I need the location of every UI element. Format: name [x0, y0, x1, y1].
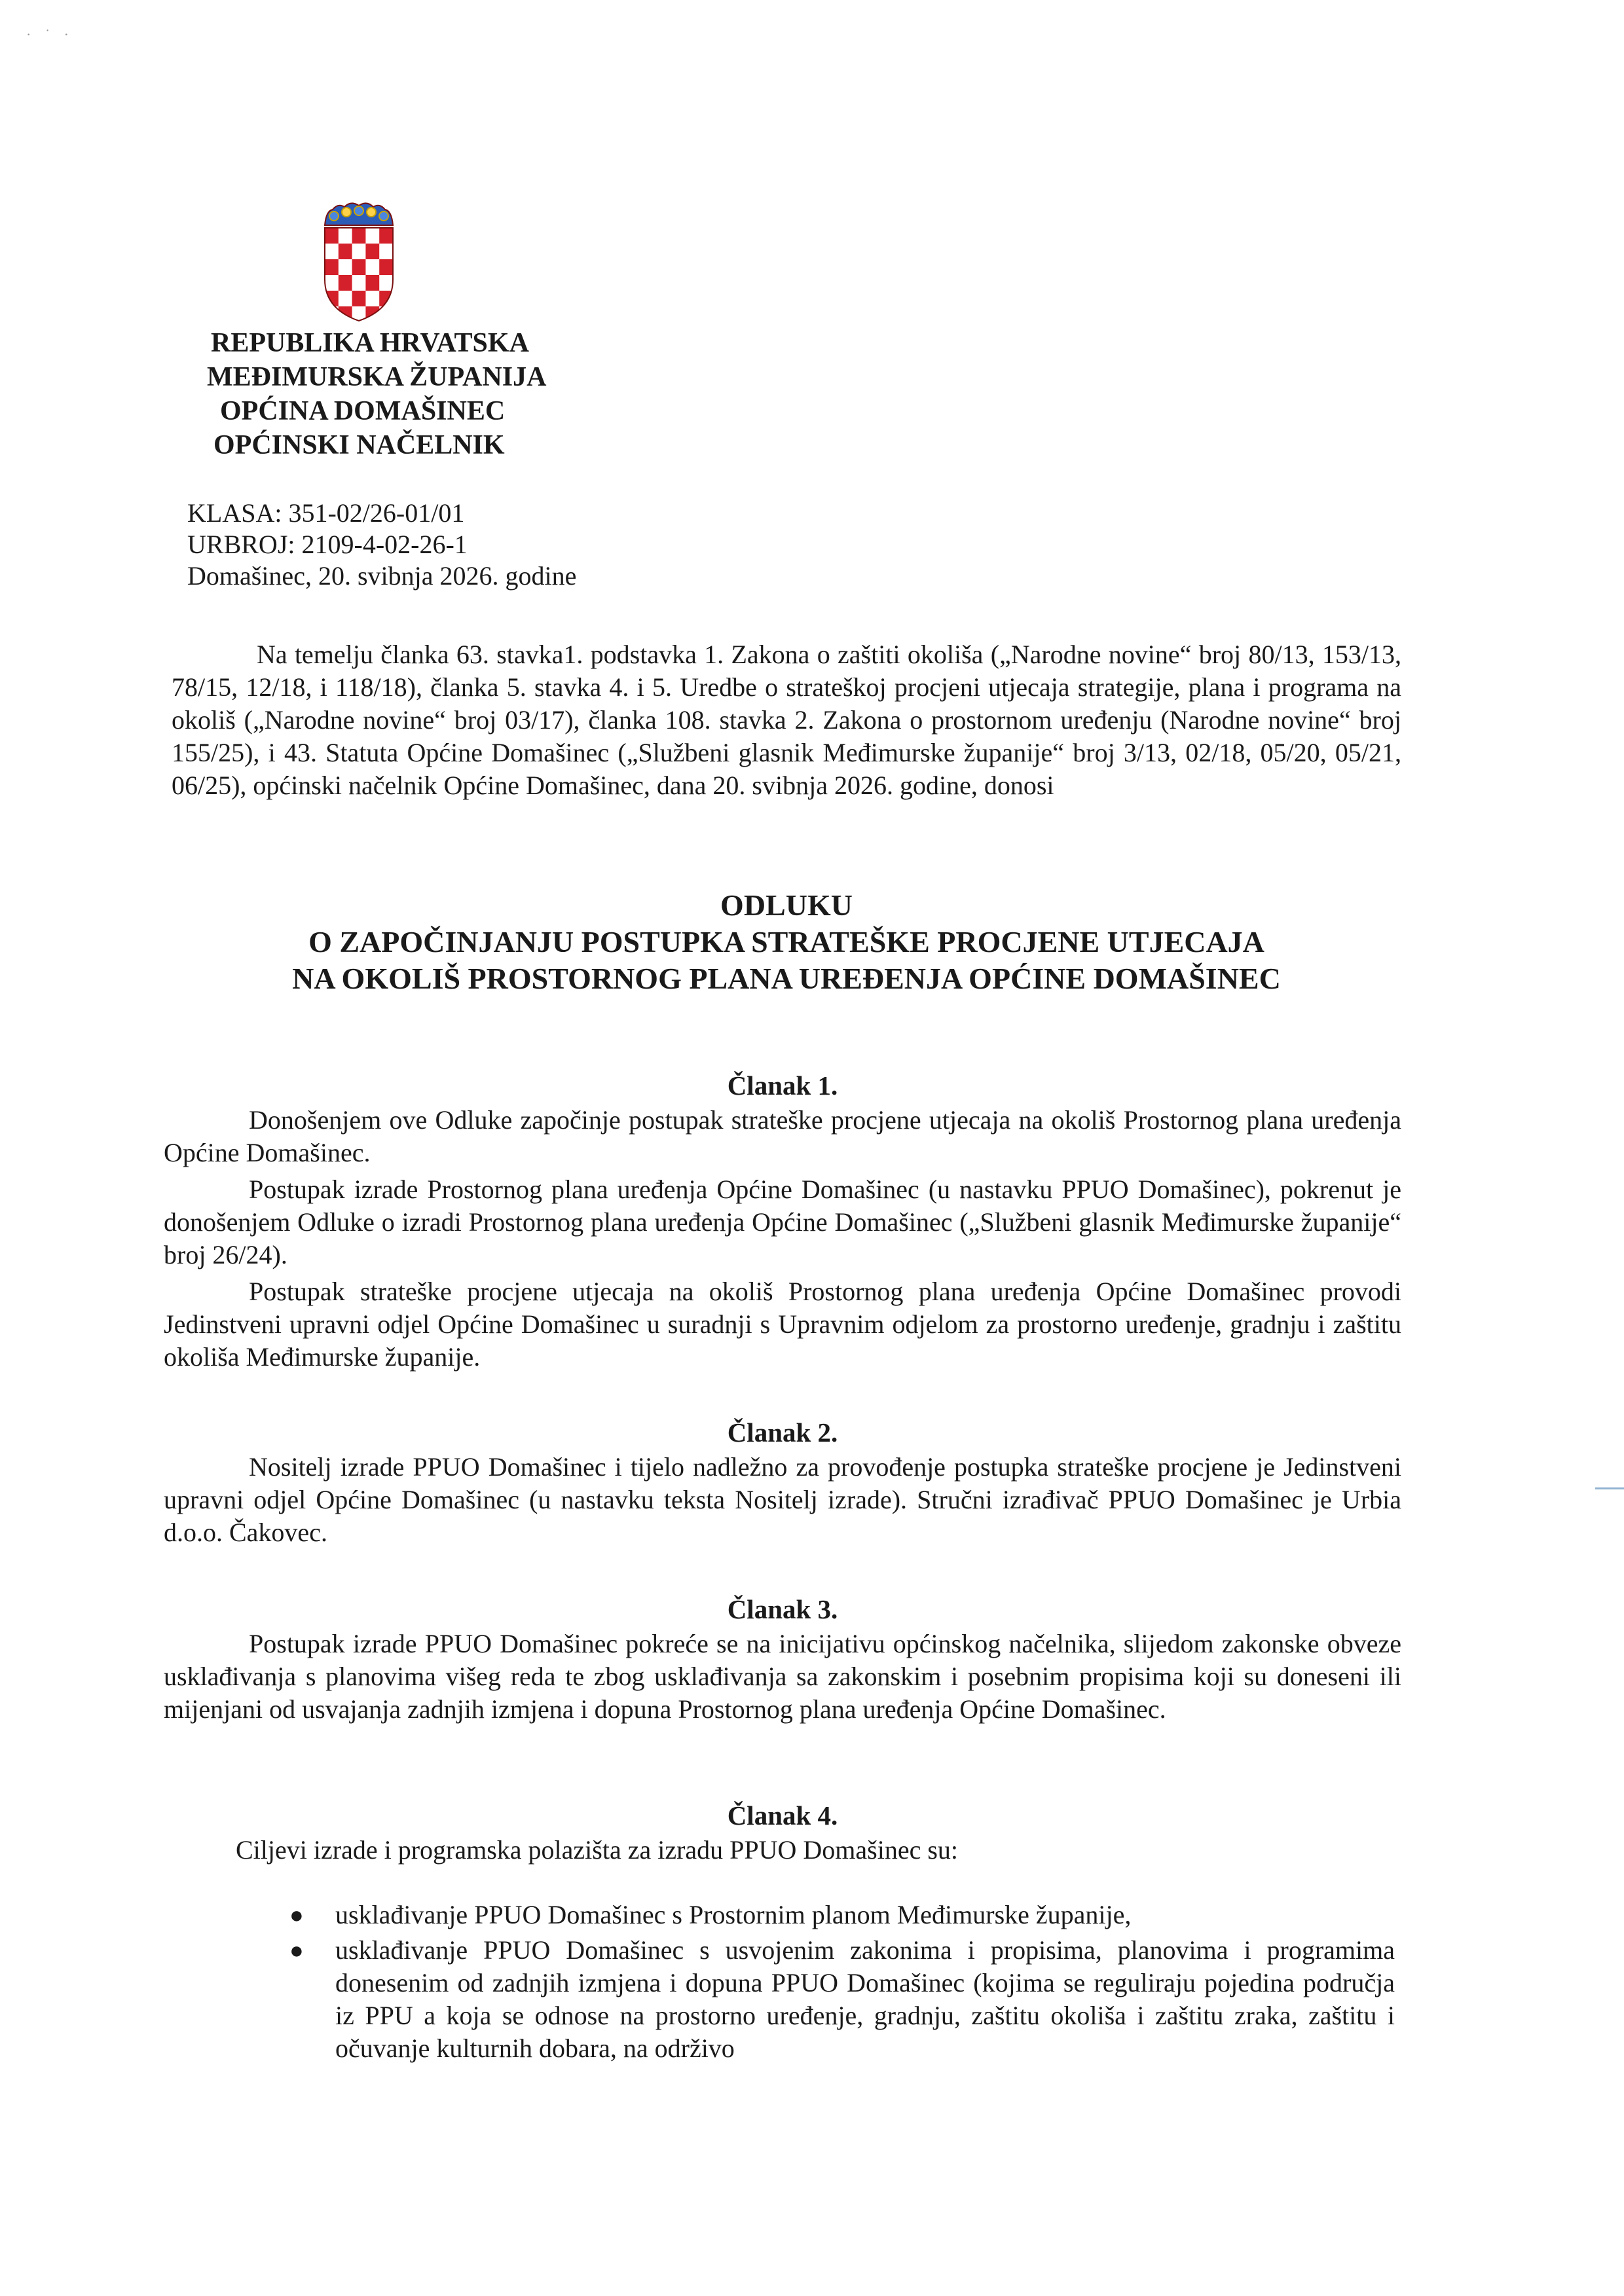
header-line-municipality: OPĆINA DOMAŠINEC: [220, 396, 506, 426]
coat-of-arms-icon: [320, 191, 398, 322]
list-item: [282, 1934, 1395, 2065]
klasa-line: KLASA: 351-02/26-01/01: [187, 498, 465, 528]
article-heading: Članak 3.: [727, 1594, 838, 1624]
header-line-county: MEĐIMURSKA ŽUPANIJA: [207, 362, 547, 392]
article-paragraph: Donošenjem ove Odluke započinje postupak strateške procjene utjecaja na okoliš Prostornog plana uređenja Općine Domašinec.: [164, 1105, 1401, 1167]
urbroj-line: URBROJ: 2109-4-02-26-1: [187, 530, 468, 559]
document-reference: [187, 498, 576, 592]
article-heading: Članak 2.: [727, 1417, 838, 1448]
article-2: [164, 1414, 1401, 1553]
list-item-text: usklađivanje PPUO Domašinec s Prostornim planom Međimurske županije,: [335, 1900, 1132, 1929]
article-3: [164, 1591, 1401, 1730]
bullet-icon: ●: [289, 1902, 304, 1928]
header-line-mayor: OPĆINSKI NAČELNIK: [213, 430, 505, 460]
header-line-republic: REPUBLIKA HRVATSKA: [211, 328, 529, 358]
scan-specks: · ˙ ·: [26, 26, 74, 43]
date-line: Domašinec, 20. svibnja 2026. godine: [187, 561, 577, 591]
article-4: [164, 1797, 1401, 1870]
title-line-2: O ZAPOČINJANJU POSTUPKA STRATEŠKE PROCJENE UTJECAJA: [308, 925, 1264, 958]
decision-title: [172, 887, 1401, 997]
article-paragraph: Postupak izrade Prostornog plana uređenja Općine Domašinec (u nastavku PPUO Domašinec), pokrenut je donošenjem Odluke o izradi Prostornog plana uređenja Općine Domašinec („Službeni glasnik Međimurske županije“ broj 26/24).: [164, 1175, 1401, 1269]
article-heading: Članak 1.: [727, 1070, 838, 1101]
article-heading: Članak 4.: [727, 1800, 838, 1831]
list-item-text: usklađivanje PPUO Domašinec s usvojenim zakonima i propisima, planovima i programima donesenim od zadnjih izmjena i dopuna PPUO Domašinec (kojima se reguliraju pojedina područja iz PPU a koja se odnose na prostorno uređenje, gradnju, zaštitu okoliša i zaštitu zraka, zaštitu i očuvanje kulturnih dobara, na održivo: [335, 1935, 1395, 2063]
title-line-1: ODLUKU: [720, 888, 853, 922]
article-paragraph: Ciljevi izrade i programska polazišta za izradu PPUO Domašinec su:: [236, 1835, 959, 1865]
scan-margin-mark: [1595, 1487, 1624, 1489]
legal-basis-paragraph: [172, 638, 1401, 802]
article-paragraph: Postupak strateške procjene utjecaja na okoliš Prostornog plana uređenja Općine Domašinec provodi Jedinstveni upravni odjel Općine Domašinec u suradnji s Upravnim odjelom za prostorno uređenje, gradnju i zaštitu okoliša Međimurske županije.: [164, 1277, 1401, 1372]
title-line-3: NA OKOLIŠ PROSTORNOG PLANA UREĐENJA OPĆINE DOMAŠINEC: [292, 962, 1281, 995]
issuer-header: [207, 326, 547, 462]
list-item: [282, 1899, 1395, 1931]
article-1: [164, 1067, 1401, 1377]
bullet-icon: ●: [289, 1937, 304, 1963]
article-paragraph: Nositelj izrade PPUO Domašinec i tijelo nadležno za provođenje postupka strateške procjene je Jedinstveni upravni odjel Općine Domašinec (u nastavku teksta Nositelj izrade). Stručni izrađivač PPUO Domašinec je Urbia d.o.o. Čakovec.: [164, 1452, 1401, 1547]
intro-text: Na temelju članka 63. stavka1. podstavka 1. Zakona o zaštiti okoliša („Narodne novine“ broj 80/13, 153/13, 78/15, 12/18, i 118/18), članka 5. stavka 4. i 5. Uredbe o strateškoj procjeni utjecaja strategije, plana i programa na okoliš („Narodne novine“ broj 03/17), članka 108. stavka 2. Zakona o prostornom uređenju (Narodne novine“ broj 155/25), i 43. Statuta Općine Domašinec („Službeni glasnik Međimurske županije“ broj 3/13, 02/18, 05/20, 05/21, 06/25), općinski načelnik Općine Domašinec, dana 20. svibnja 2026. godine, donosi: [172, 640, 1401, 800]
objectives-list: [282, 1899, 1395, 2068]
article-paragraph: Postupak izrade PPUO Domašinec pokreće se na inicijativu općinskog načelnika, slijedom zakonske obveze usklađivanja s planovima višeg reda te zbog usklađivanja sa zakonskim i posebnim propisima koji su doneseni ili mijenjani od usvajanja zadnjih izmjena i dopuna Prostornog plana uređenja Općine Domašinec.: [164, 1629, 1401, 1724]
